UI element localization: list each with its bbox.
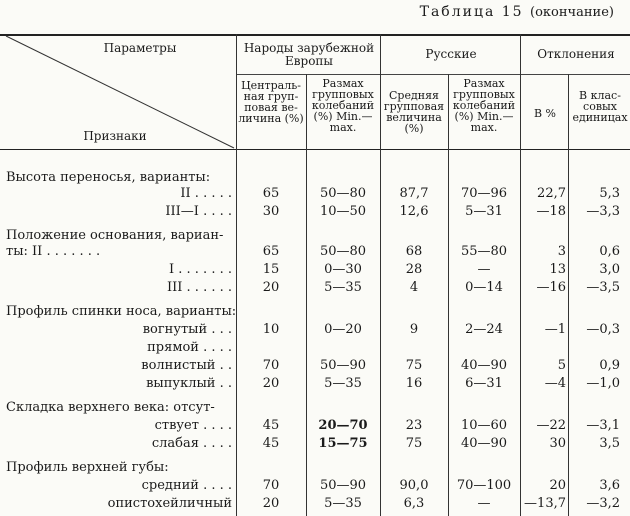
table-cell: 0,9 (599, 358, 620, 373)
table-cell: 70—100 (456, 478, 512, 493)
table-cell: —1 (544, 322, 566, 337)
table-cell: 10—50 (319, 204, 367, 219)
vline-6 (568, 74, 569, 516)
table-cell: 70 (262, 358, 280, 373)
table-cell: 90,0 (399, 478, 429, 493)
table-cell: 6—31 (465, 376, 503, 391)
vline-3 (380, 34, 381, 516)
table-cell: —22 (536, 418, 566, 433)
vline-1 (236, 34, 237, 516)
row-label: опистохейличный (107, 496, 232, 511)
row-label: ты: II . . . . . . . (6, 244, 101, 259)
table-cell: 20 (262, 280, 280, 295)
vline-5 (520, 34, 521, 516)
table-cell: 68 (405, 244, 423, 259)
row-group-label: Профиль спинки носа, варианты: (6, 304, 237, 319)
table-cell: 87,7 (399, 186, 429, 201)
table-cell: —0,3 (586, 322, 620, 337)
table-cell: 15 (262, 262, 280, 277)
table-cell: —4 (544, 376, 566, 391)
table-cell: 55—80 (460, 244, 508, 259)
table-cell: 9 (409, 322, 419, 337)
table-cell: 50—90 (319, 478, 367, 493)
table-cell: 30 (262, 204, 280, 219)
table-cell: 3,6 (599, 478, 620, 493)
table-cell: 23 (405, 418, 423, 433)
table-cell: —13,7 (524, 496, 566, 511)
caption-title: Таблица 15 (419, 4, 524, 20)
header-params: Параметры (103, 41, 177, 55)
row-label: слабая . . . . (151, 436, 232, 451)
row-group-label: Профиль верхней губы: (6, 460, 169, 475)
table-cell: 3 (557, 244, 566, 259)
table-cell: 70—96 (460, 186, 508, 201)
header-dev-pct: В % (533, 107, 557, 120)
table-cell: 3,0 (599, 262, 620, 277)
table-cell: 20 (549, 478, 566, 493)
row-group-label: Высота переносья, варианты: (6, 170, 211, 185)
vline-2 (306, 74, 307, 516)
table-cell: 15—75 (318, 436, 368, 451)
row-label: I . . . . . . . (169, 262, 232, 277)
row-label: выпуклый . . (146, 376, 232, 391)
row-label: III—I . . . . (165, 204, 232, 219)
table-cell: 20 (262, 496, 280, 511)
table-cell: 0—20 (324, 322, 362, 337)
table-cell: 20 (262, 376, 280, 391)
table-cell: 50—80 (319, 186, 367, 201)
group-underline (236, 74, 630, 75)
header-central-eu: Централь- ная груп- повая ве- личина (%) (238, 79, 304, 125)
table-cell: 5—35 (324, 280, 362, 295)
table-cell: 12,6 (399, 204, 429, 219)
table-cell: —3,5 (586, 280, 620, 295)
table-cell: 5 (557, 358, 566, 373)
table-cell: 45 (262, 436, 280, 451)
table-cell: — (477, 496, 491, 511)
table-cell: 10 (262, 322, 280, 337)
header-group-europe: Народы зарубежной Европы (243, 41, 375, 68)
vline-4 (448, 74, 449, 516)
row-label: ствует . . . . (154, 418, 232, 433)
table-cell: —16 (536, 280, 566, 295)
table-cell: 2—24 (465, 322, 503, 337)
table-cell: 0,6 (599, 244, 620, 259)
header-range-eu: Размах групповых колебаний (%) Min.— max. (311, 77, 375, 134)
header-bottom-rule (0, 149, 630, 150)
table-cell: 40—90 (460, 358, 508, 373)
header-range-ru: Размах групповых колебаний (%) Min.— max. (452, 77, 516, 134)
header-signs: Признаки (83, 129, 147, 143)
table-cell: 70 (262, 478, 280, 493)
row-label: волнистый . . (141, 358, 232, 373)
row-label: III . . . . . . (167, 280, 232, 295)
table-cell: 65 (262, 244, 280, 259)
table-cell: 50—90 (319, 358, 367, 373)
row-label: вогнутый . . . (142, 322, 232, 337)
table-cell: 16 (405, 376, 423, 391)
table-cell: 5,3 (599, 186, 620, 201)
table-cell: 13 (549, 262, 566, 277)
table-cell: —3,2 (586, 496, 620, 511)
table-cell: 0—14 (465, 280, 503, 295)
table-cell: 5—35 (324, 376, 362, 391)
table-cell: 65 (262, 186, 280, 201)
table-caption (420, 4, 614, 20)
row-group-label: Положение основания, вариан- (6, 228, 224, 243)
row-group-label: Складка верхнего века: отсут- (6, 400, 215, 415)
table-cell: 20—70 (318, 418, 368, 433)
table-cell: 4 (409, 280, 419, 295)
table-cell: 6,3 (403, 496, 425, 511)
table-cell: —1,0 (586, 376, 620, 391)
table-cell: — (477, 262, 491, 277)
row-label: прямой . . . . (147, 340, 232, 355)
table-cell: 10—60 (460, 418, 508, 433)
header-group-deviation: Отклонения (537, 47, 615, 61)
row-label: средний . . . . (141, 478, 232, 493)
table-cell: 50—80 (319, 244, 367, 259)
table-cell: 75 (405, 358, 423, 373)
table-cell: 0—30 (324, 262, 362, 277)
data-table (0, 34, 630, 516)
row-label: II . . . . . (180, 186, 232, 201)
table-cell: 45 (262, 418, 280, 433)
table-cell: —3,3 (586, 204, 620, 219)
header-group-russian: Русские (425, 47, 477, 61)
table-cell: 75 (405, 436, 423, 451)
table-cell: 3,5 (599, 436, 620, 451)
table-cell: 40—90 (460, 436, 508, 451)
table-cell: 22,7 (537, 186, 566, 201)
table-cell: 5—35 (324, 496, 362, 511)
table-cell: 5—31 (465, 204, 503, 219)
table-cell: —3,1 (586, 418, 620, 433)
table-cell: 30 (549, 436, 566, 451)
table-cell: —18 (536, 204, 566, 219)
caption-suffix: (окончание) (530, 5, 614, 20)
header-central-ru: Средняя групповая величина (%) (383, 89, 445, 135)
table-cell: 28 (405, 262, 423, 277)
header-dev-class: В клас- совых единицах (572, 89, 628, 124)
